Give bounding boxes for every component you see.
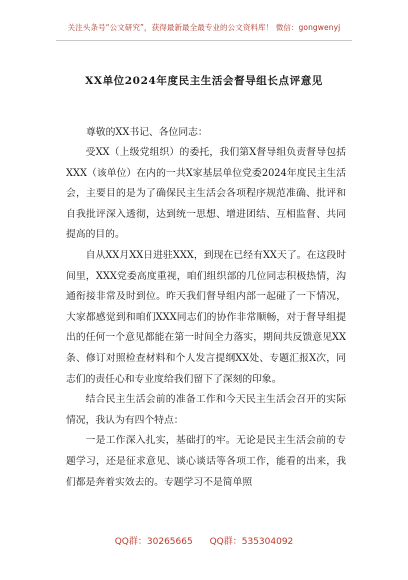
document-title: XX单位2024年度民主生活会督导组长点评意见 bbox=[85, 75, 323, 87]
document-body bbox=[66, 143, 346, 493]
footer-qq-group-1: QQ群：30265665 bbox=[114, 537, 193, 547]
paragraph: 一是工作深入扎实，基础打的牢。无论是民主生活会前的专题学习，还是征求意见、谈心谈话等各项工作，能看的出来，我们都是奔着实效去的。专题学习不是简单照 bbox=[66, 435, 346, 488]
paragraph: 受XX（上级党组织）的委托，我们第X督导组负责督导包括XXX（该单位）在内的一共X家基层单位党委2024年度民主生活会，主要目的是为了确保民主生活会各项程序规范准确、批评和自我批评深入透彻，达到统一思想、增进团结、互相监督、共同提高的目的。 bbox=[66, 147, 346, 241]
header-divider bbox=[56, 40, 352, 41]
header-banner: 关注头条号“公文研究”，获得最新最全最专业的公文资料库！ 微信：gongwenyj bbox=[67, 23, 341, 32]
salutation: 尊敬的XX书记、各位同志： bbox=[86, 127, 208, 138]
paragraph: 自从XX月XX日进驻XXX，到现在已经有XX天了。在这段时间里，XXX党委高度重视，咱们组织部的几位同志积极热情，沟通衔接非常及时到位。昨天我们督导组内部一起碰了一下情况，大家都感觉到和咱们XXX同志们的协作非常顺畅，对于督导组提出的任何一个意见都能在第一时间全力落实，期间共反馈意见XX条、修订对照检查材料和个人发言提纲XX处、专题汇报X次，同志们的责任心和专业度给我们留下了深刻的印象。 bbox=[66, 249, 346, 385]
footer-contact bbox=[0, 534, 408, 547]
footer-qq-group-2: QQ群：535304092 bbox=[209, 537, 294, 547]
paragraph: 结合民主生活会前的准备工作和今天民主生活会召开的实际情况，我认为有四个特点： bbox=[66, 394, 346, 426]
